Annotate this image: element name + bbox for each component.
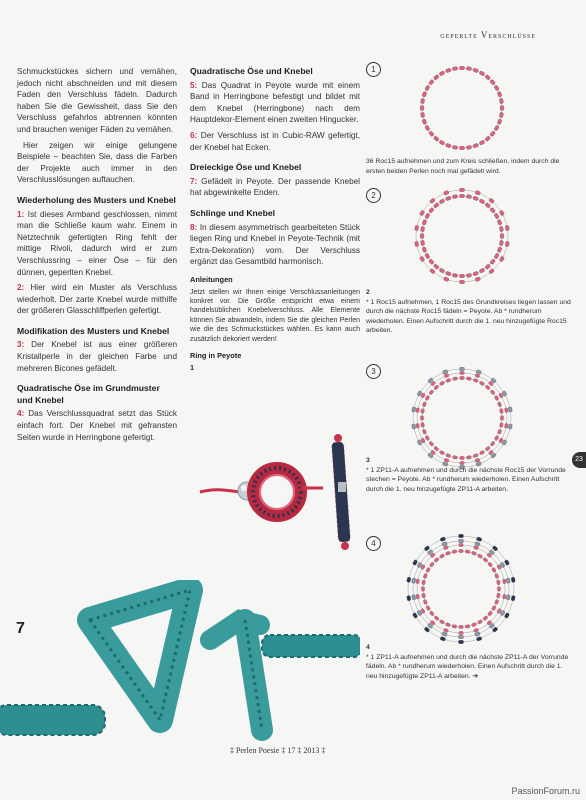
bead (466, 66, 472, 70)
bead (500, 106, 504, 111)
bead (443, 190, 449, 195)
ring-number: 1 (190, 362, 195, 372)
bead-diagram-3 (410, 366, 514, 470)
bead (459, 539, 464, 543)
bead (460, 188, 465, 192)
bead (415, 241, 419, 247)
intro-paragraph: Schmuckstückes sichern und vernähen, jedoch nicht abschneiden und mit diesem Faden den Verschluss fädeln. Dadurch haben Sie die Gewissheit, dass Sie den Verschluss gefahrlos abtrennen könnten und brauchen weniger Fäden zu vernähen. (17, 67, 177, 134)
bead (445, 68, 451, 73)
paragraph: 1: Ist dieses Armband geschlossen, nimmt man die Schließe kaum wahr. Einem in Netztechnik gefertigten Ring fehlt der mittige Rivoli, dadurch wird er zum Verschlussring – einer Öse – für den dünnen, geperlten Knebel. (17, 209, 177, 277)
bead (419, 256, 425, 262)
bead (460, 376, 465, 379)
bead (425, 85, 431, 91)
bead (473, 196, 479, 201)
bead (506, 595, 510, 601)
step-circle-3: 3 (366, 364, 381, 379)
section-heading: Wiederholung des Musters und Knebel (17, 194, 176, 205)
bead (479, 268, 485, 274)
step-text-4: 4 * 1 ZP11-A aufnehmen und durch die nächste ZP11-A der Vorrunde fädeln. Ab * rundherum wiederholen. Einen Aufschritt durch die 1. neu hinzugefügte ZP11-A arbeiten. ➔ (366, 644, 569, 680)
bead (475, 277, 481, 282)
bead (439, 140, 445, 146)
bead (473, 378, 478, 382)
section-heading: Quadratische Öse und Knebel (190, 66, 313, 76)
bead (466, 377, 471, 381)
bead (479, 381, 484, 386)
bead (440, 537, 446, 542)
instructions-text: Jetzt stellen wir Ihnen einige Verschlussanleitungen konkret vor. Die Größe entspricht etwa einem handelsüblichen Knebelverschluss. Alle Elemente können Sie abwandeln, indem Sie die gleichen Perlen wie die des Schmuckstückes wählen. Es kann auch zusätzlich dekoriert werden! (190, 288, 360, 343)
bead (420, 112, 424, 118)
bead (422, 429, 426, 434)
bead (494, 253, 500, 259)
paragraph: 8: In diesem asymmetrisch gearbeiteten Stück liegen Ring und Knebel in Peyote-Technik (mit Extra-Dekoration) vorn. Der Verschluss ergänzt das Gesamtbild harmonisch. (190, 222, 360, 267)
bead (479, 140, 485, 146)
bead (419, 210, 425, 216)
bead (420, 98, 424, 104)
bead (497, 219, 502, 225)
bead-diagram-4 (406, 534, 516, 644)
bead (415, 225, 419, 231)
photo-label: 7 (16, 620, 25, 637)
bead (466, 273, 472, 277)
paragraph: 6: Der Verschluss ist in Cubic-RAW gefertigt, der Knebel hat Ecken. (190, 130, 360, 152)
paragraph: 7: Gefädelt in Peyote. Der passende Knebel hat abgewinkelte Enden. (190, 176, 360, 198)
bead (426, 567, 431, 572)
bead (466, 145, 472, 149)
bead (453, 377, 458, 381)
bead (494, 599, 498, 604)
bead (439, 554, 444, 559)
bead (497, 91, 502, 97)
bead (491, 605, 496, 610)
bead (439, 199, 445, 205)
bead (497, 587, 500, 592)
bead (425, 435, 430, 440)
bead (459, 534, 464, 538)
bead (420, 240, 424, 246)
bead (423, 573, 427, 578)
paragraph: 5: Das Quadrat in Peyote wurde mit einem Band in Herringbone befestigt und bildet mit dem Knebel (Herringbone) nach dem Hauptdekor-Element einen zweiten Hingucker. (190, 80, 360, 125)
bead (425, 253, 431, 259)
bead (494, 213, 500, 219)
bead (423, 599, 427, 604)
bead-diagram-1 (412, 58, 512, 158)
bead (460, 274, 465, 278)
step-text-3: 3 * 1 ZP11-A aufnehmen und durch die nächste Roc15 der Vorrunde stechen = Peyote. Ab * rundherum wiederholen. Einen Aufschritt durch die 1. neu hinzugefügte ZP11-A arbeiten. (366, 457, 566, 493)
bead (494, 573, 498, 578)
bead (459, 549, 464, 552)
bead (511, 595, 515, 601)
bead (452, 550, 457, 554)
bead (479, 199, 485, 205)
bead (452, 194, 458, 198)
bead (491, 567, 496, 572)
bead (499, 422, 503, 427)
step-circle-1: 1 (366, 62, 381, 77)
bead (471, 622, 476, 626)
bead (500, 234, 504, 239)
bead (421, 422, 425, 427)
bead (420, 234, 424, 239)
bead (499, 226, 503, 232)
bead (407, 577, 411, 583)
bead (473, 68, 479, 73)
page-header: geperlte Verschlüsse (440, 30, 536, 40)
bead (505, 241, 509, 247)
bead (412, 595, 416, 601)
bead (460, 66, 465, 70)
page-footer: ‡ Perlen Poesie ‡ 17 ‡ 2013 ‡ (230, 746, 326, 755)
bead (459, 625, 464, 628)
bead (473, 143, 479, 148)
bead (460, 371, 465, 374)
bead (422, 593, 426, 598)
bead (443, 277, 449, 282)
bead (412, 612, 418, 618)
section-heading: Schlinge und Knebel (190, 207, 275, 218)
bead (494, 125, 500, 131)
bead (497, 429, 501, 434)
bead (422, 91, 427, 97)
section-heading: Modifikation des Musters und Knebel (17, 325, 170, 336)
bead (508, 407, 512, 413)
bead (460, 146, 465, 150)
bead (439, 71, 445, 77)
bead (477, 619, 482, 624)
bead (499, 98, 503, 104)
bead (416, 423, 420, 428)
bead (421, 409, 425, 414)
bead (460, 280, 465, 284)
bead (494, 435, 499, 440)
bead (499, 112, 503, 118)
bead (506, 578, 510, 584)
bead (425, 213, 431, 219)
bead (445, 143, 451, 148)
bead (466, 194, 472, 198)
bead (497, 247, 502, 253)
bead (504, 408, 508, 413)
step-text-1: 36 Roc15 aufnehmen und zum Kreis schließen, indem durch die ersten beiden Perlen noch mal gefädelt wird. (366, 158, 560, 175)
bead (500, 416, 503, 421)
bead (452, 145, 458, 149)
bead (502, 594, 506, 599)
bead (502, 579, 506, 584)
bead (425, 395, 430, 400)
bead (452, 273, 458, 277)
step-text-2: 2 * 1 Roc15 aufnehmen, 1 Roc15 des Grundkreises liegen lassen und durch die nächste Roc15 fädeln = Peyote. Ab * rundherum wiederholen. Einen Aufschritt durch die 1. neu hinzugefügte Roc15 arbeiten. (366, 289, 571, 335)
bead (425, 125, 431, 131)
bead (445, 271, 451, 276)
paragraph: 2: Hier wird ein Muster als Verschluss wiederholt. Der zarte Knebel wurde mithilfe der größeren Glasschliffperlen gefertigt. (17, 283, 177, 316)
triangle-clasp-photo (0, 580, 360, 750)
bead (499, 210, 505, 216)
bead (452, 624, 457, 628)
bead (459, 543, 464, 546)
bead (476, 537, 482, 542)
bead (412, 407, 416, 413)
text-column-left (17, 66, 177, 447)
section-heading: Dreieckige Öse und Knebel (190, 162, 302, 173)
bead (497, 119, 502, 125)
bead (499, 256, 505, 262)
step-circle-4: 4 (366, 536, 381, 551)
bead (505, 225, 509, 231)
bead (416, 579, 420, 584)
bead (499, 240, 503, 246)
bead (445, 551, 450, 555)
bead (508, 424, 512, 430)
bead (412, 578, 416, 584)
bead (420, 226, 424, 232)
bead (452, 66, 458, 70)
bead (422, 580, 426, 585)
bead (416, 408, 420, 413)
ring-toggle-photo (195, 430, 365, 560)
bead (460, 367, 465, 371)
bead (439, 381, 444, 386)
bead-diagram-2 (412, 186, 512, 286)
bead (460, 194, 465, 198)
bead (422, 219, 427, 225)
paragraph: 3: Der Knebel ist aus einer größeren Kristallperle in der gleichen Farbe und mehreren Bicones gefädelt. (17, 340, 177, 373)
bead (504, 423, 508, 428)
bead (422, 119, 427, 125)
bead (412, 424, 416, 430)
bead (465, 624, 470, 628)
bead (426, 605, 431, 610)
intro-paragraph-2: Hier zeigen wir einige gelungene Beispiele – beachten Sie, dass die Farben der Projekte auch immer in den Verschlusslösungen auftauchen. (17, 140, 177, 185)
bead (475, 190, 481, 195)
bead (459, 635, 464, 639)
bead (477, 554, 482, 559)
ring-title: Ring in Peyote (190, 350, 242, 360)
bead (465, 550, 470, 554)
bead (471, 551, 476, 555)
bead (420, 106, 424, 111)
bead (445, 622, 450, 626)
bead (422, 402, 426, 407)
bead (504, 612, 510, 618)
bead (479, 71, 485, 77)
section-heading: Quadratische Öse im Grundmuster und Knebel (17, 383, 160, 405)
page-number-tab: 23 (572, 452, 586, 468)
bead (421, 587, 424, 592)
bead (459, 631, 464, 634)
bead (439, 268, 445, 274)
bead (420, 416, 423, 421)
bead (422, 247, 427, 253)
text-column-middle (190, 66, 360, 373)
step-circle-2: 2 (366, 188, 381, 203)
watermark: PassionForum.ru (511, 786, 580, 796)
bead (494, 395, 499, 400)
bead (494, 85, 500, 91)
bead (473, 271, 479, 276)
bead (445, 196, 451, 201)
bead (504, 559, 510, 565)
bead (479, 450, 484, 455)
bead (496, 580, 500, 585)
bead (440, 636, 446, 641)
bead (497, 402, 501, 407)
bead (476, 636, 482, 641)
bead (439, 450, 444, 455)
bead (511, 577, 515, 583)
bead (439, 619, 444, 624)
instructions-heading: Anleitungen (190, 274, 233, 284)
bead (496, 593, 500, 598)
bead (446, 378, 451, 382)
bead (407, 595, 411, 601)
bead (412, 559, 418, 565)
paragraph: 4: Das Verschlussquadrat setzt das Stück einfach fort. Der Knebel mit gefransten Seiten wurde in Herringbone gefertigt. (17, 409, 177, 442)
bead (416, 594, 420, 599)
bead (499, 409, 503, 414)
